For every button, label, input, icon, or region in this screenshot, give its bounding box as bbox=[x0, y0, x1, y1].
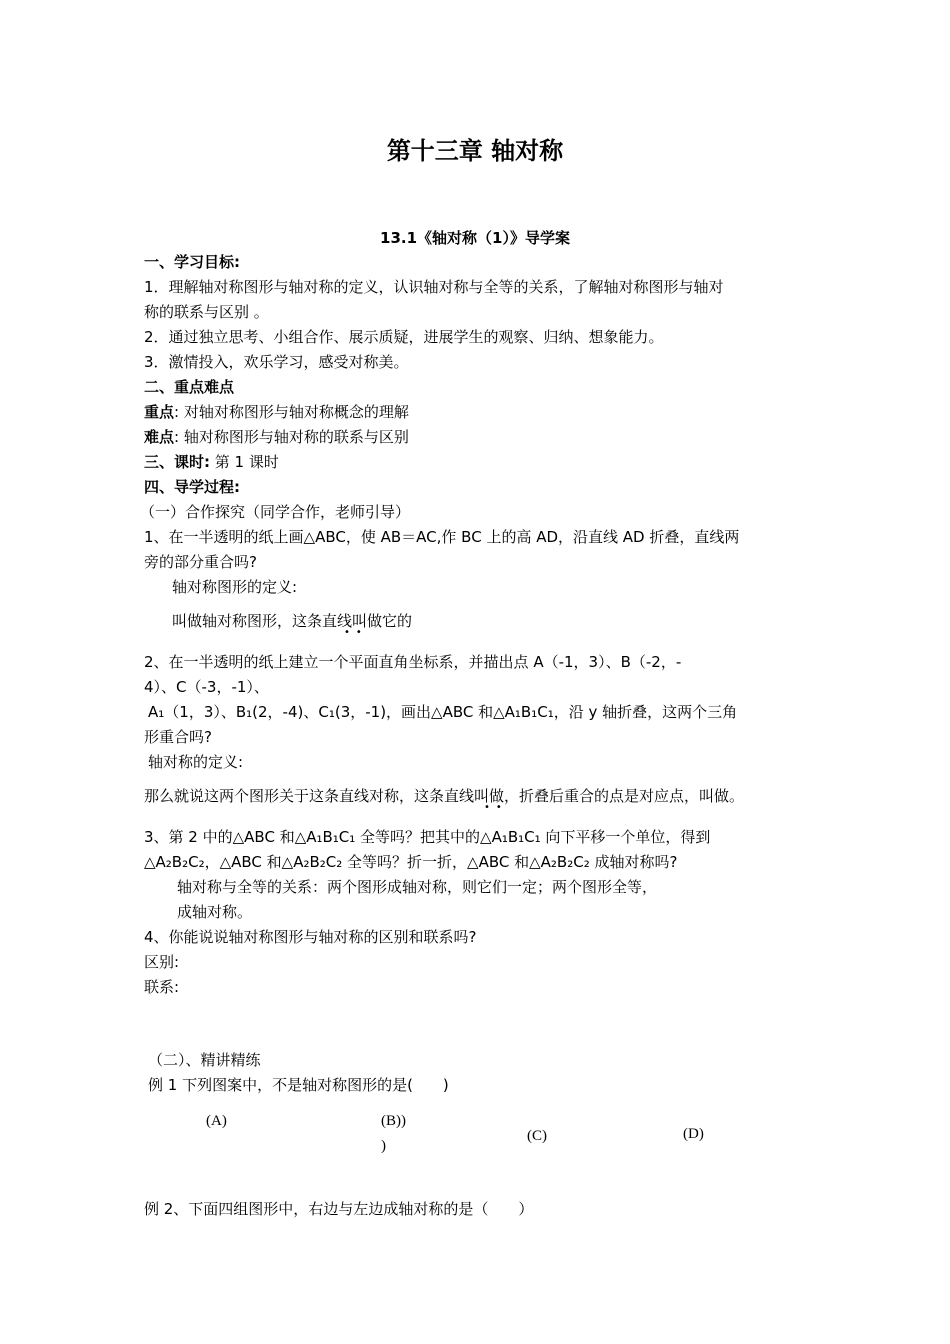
lesson-period-label: 三、课时: bbox=[144, 453, 210, 471]
axisymmetric-figure-definition-text: 叫做轴对称图形，这条直线叫做它的 bbox=[172, 612, 413, 630]
question-4: 4、你能说说轴对称图形与轴对称的区别和联系吗? bbox=[144, 928, 477, 946]
section-key-points-heading: 二、重点难点 bbox=[144, 378, 235, 396]
question-3-line-2: △A₂B₂C₂，△ABC 和△A₂B₂C₂ 全等吗？折一折，△ABC 和△A₂B₂C₂ 成轴对称吗? bbox=[144, 853, 678, 871]
key-point-text: : 对轴对称图形与轴对称概念的理解 bbox=[174, 403, 409, 421]
option-a-label: (A) bbox=[206, 1113, 227, 1129]
axial-symmetry-definition-text: 那么就说这两个图形关于这条直线对称，这条直线叫做，折叠后重合的点是对应点，叫做。 bbox=[144, 787, 745, 805]
difficult-point-label: 难点 bbox=[144, 428, 175, 446]
difference-label: 区别: bbox=[144, 953, 180, 971]
objective-2: 2．通过独立思考、小组合作、展示质疑，进展学生的观察、归纳、想象能力。 bbox=[144, 328, 664, 346]
part-2-heading: （二）、精讲精练 bbox=[148, 1051, 261, 1069]
question-1-line-1: 1、在一半透明的纸上画△ABC，使 AB＝AC,作 BC 上的高 AD，沿直线 AD 折叠，直线两 bbox=[144, 528, 740, 546]
key-point-label: 重点 bbox=[144, 403, 175, 421]
connection-label: 联系: bbox=[144, 978, 180, 996]
objective-1-line-1: 1．理解轴对称图形与轴对称的定义，认识轴对称与全等的关系，了解轴对称图形与轴对 bbox=[144, 278, 724, 296]
emphasis-dots-2: •• bbox=[484, 802, 508, 813]
objective-3: 3．激情投入，欢乐学习，感受对称美。 bbox=[144, 353, 409, 371]
option-b-continuation: ) bbox=[381, 1138, 386, 1154]
question-3-line-1: 3、第 2 中的△ABC 和△A₁B₁C₁ 全等吗？把其中的△A₁B₁C₁ 向下平移一个单位，得到 bbox=[144, 828, 711, 846]
key-point-line bbox=[144, 402, 409, 422]
symmetry-congruence-relation-line-1: 轴对称与全等的关系：两个图形成轴对称，则它们一定；两个图形全等， bbox=[177, 878, 658, 896]
section-process-heading: 四、导学过程: bbox=[144, 478, 240, 496]
lesson-period-text: 第 1 课时 bbox=[210, 453, 279, 471]
lesson-subtitle: 13.1《轴对称（1）》导学案 bbox=[380, 229, 570, 247]
difficult-point-text: : 轴对称图形与轴对称的联系与区别 bbox=[174, 428, 409, 446]
option-c-label: (C) bbox=[527, 1128, 547, 1144]
axisymmetric-figure-definition-label: 轴对称图形的定义: bbox=[172, 578, 298, 596]
lesson-period-line bbox=[144, 452, 279, 472]
option-b-label: (B)) bbox=[381, 1113, 406, 1129]
example-2: 例 2、下面四组图形中，右边与左边成轴对称的是（ ） bbox=[144, 1200, 534, 1218]
part-1-heading: （一）合作探究（同学合作，老师引导） bbox=[140, 503, 411, 521]
question-1-line-2: 旁的部分重合吗? bbox=[144, 553, 257, 571]
objective-1-line-2: 称的联系与区别 。 bbox=[144, 303, 269, 321]
difficult-point-line bbox=[144, 427, 409, 447]
option-d-label: (D) bbox=[683, 1126, 704, 1142]
chapter-title: 第十三章 轴对称 bbox=[386, 137, 564, 165]
section-objectives-heading: 一、学习目标: bbox=[144, 253, 240, 271]
example-1: 例 1 下列图案中，不是轴对称图形的是( ) bbox=[148, 1076, 449, 1094]
symmetry-congruence-relation-line-2: 成轴对称。 bbox=[177, 903, 253, 921]
axial-symmetry-definition-label: 轴对称的定义: bbox=[148, 753, 244, 771]
question-2-line-4: 形重合吗? bbox=[144, 728, 212, 746]
question-2-line-2: 4）、C（-3，-1）、 bbox=[144, 678, 269, 696]
emphasis-dots: •• bbox=[344, 627, 368, 638]
question-2-line-1: 2、在一半透明的纸上建立一个平面直角坐标系，并描出点 A（-1，3）、B（-2，- bbox=[144, 653, 682, 671]
question-2-line-3: A₁（1，3）、B₁(2，-4)、C₁(3，-1)，画出△ABC 和△A₁B₁C₁，沿 y 轴折叠，这两个三角 bbox=[148, 703, 738, 721]
